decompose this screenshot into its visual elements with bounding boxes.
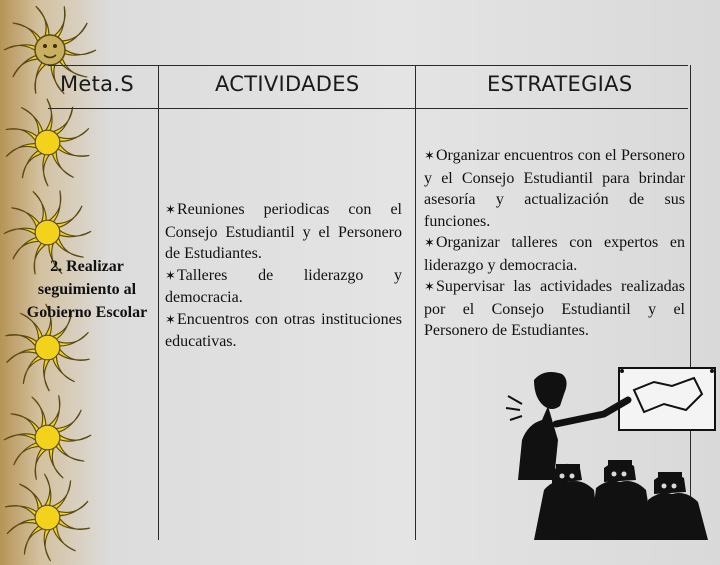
list-item: ✶Encuentros con otras instituciones educativas. [165, 310, 402, 350]
list-item: ✶Supervisar las actividades realizadas por el Consejo Estudiantil y el Personero de Estudiantes. [424, 278, 685, 339]
bullet-icon: ✶ [424, 236, 435, 251]
table-top-border [48, 65, 688, 66]
table-divider-1 [158, 65, 159, 540]
bullet-icon: ✶ [165, 203, 176, 218]
list-item: ✶Reuniones periodicas con el Consejo Estudiantil y el Personero de Estudiantes. [165, 201, 402, 262]
list-item: ✶Organizar encuentros con el Personero y el Consejo Estudiantil para brindar asesoría y actualización de sus funciones. [424, 147, 685, 230]
bullet-icon: ✶ [165, 312, 176, 328]
list-item: ✶Organizar talleres con expertos en liderazgo y democracia. [424, 234, 685, 274]
header-estrategias: ESTRATEGIAS [487, 72, 633, 96]
bullet-icon: ✶ [165, 268, 176, 284]
header-meta: Meta.S [60, 72, 134, 96]
bullet-icon: ✶ [424, 149, 435, 164]
list-item: ✶Talleres de liderazgo y democracia. [165, 266, 402, 306]
estrategias-list [424, 145, 685, 342]
bullet-icon: ✶ [424, 280, 435, 295]
meta-cell: 2. Realizar seguimiento al Gobierno Escolar [26, 258, 148, 321]
table-divider-2 [415, 65, 416, 540]
teacher-cartoon-icon [504, 360, 720, 540]
table-header-border [48, 108, 688, 109]
sun-icon [0, 95, 95, 190]
actividades-list [165, 199, 402, 353]
header-actividades: ACTIVIDADES [215, 72, 360, 96]
sun-icon [0, 470, 95, 565]
